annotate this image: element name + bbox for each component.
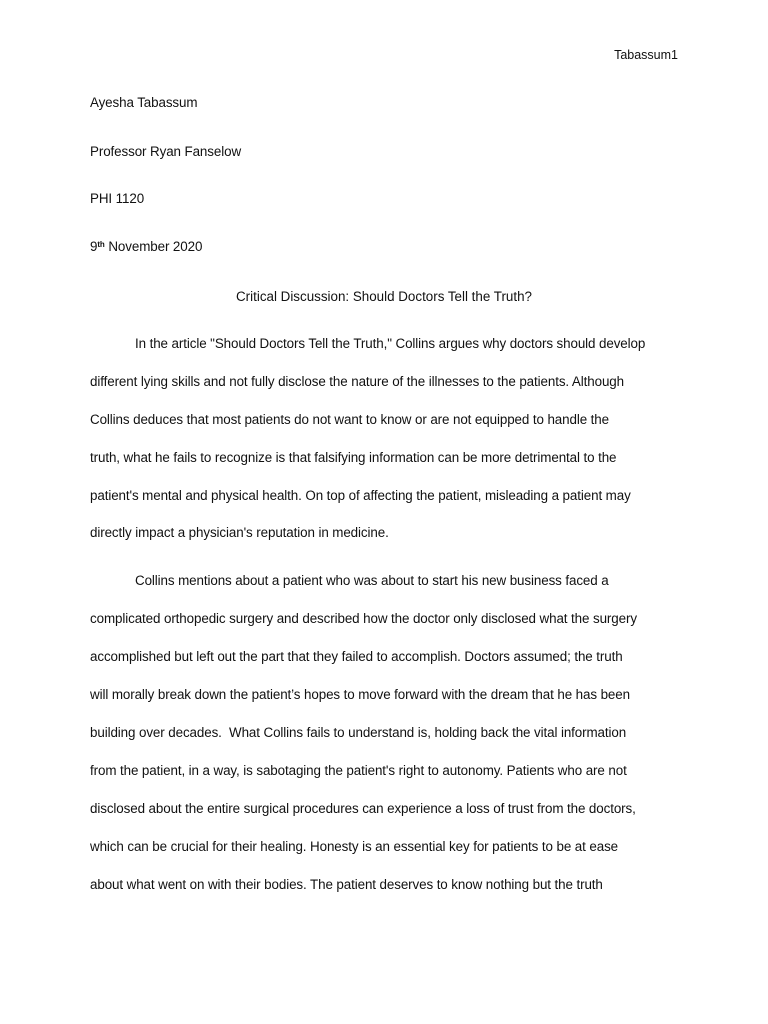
professor-name: Professor Ryan Fanselow xyxy=(90,144,242,159)
paragraph-1-line-5: patient's mental and physical health. On top of affecting the patient, misleading a patient may xyxy=(90,488,631,503)
paragraph-2-line-9: about what went on with their bodies. The patient deserves to know nothing but the truth xyxy=(90,877,603,892)
essay-title: Critical Discussion: Should Doctors Tell the Truth? xyxy=(236,289,532,304)
paragraph-2-line-1: Collins mentions about a patient who was about to start his new business faced a xyxy=(135,573,609,588)
course-code: PHI 1120 xyxy=(90,191,145,206)
date-day: 9 xyxy=(90,239,98,254)
paragraph-2-line-2: complicated orthopedic surgery and described how the doctor only disclosed what the surgery xyxy=(90,611,637,626)
paragraph-2-line-6: from the patient, in a way, is sabotaging the patient's right to autonomy. Patients who are not xyxy=(90,763,627,778)
paragraph-2-line-7: disclosed about the entire surgical procedures can experience a loss of trust from the doctors, xyxy=(90,801,636,816)
date-rest: November 2020 xyxy=(104,239,203,254)
author-name: Ayesha Tabassum xyxy=(90,95,198,110)
date-line xyxy=(90,238,202,256)
paragraph-2-line-3: accomplished but left out the part that they failed to accomplish. Doctors assumed; the truth xyxy=(90,649,623,664)
paragraph-1-line-1: In the article "Should Doctors Tell the Truth," Collins argues why doctors should develop xyxy=(135,336,646,351)
paragraph-2-line-5: building over decades. What Collins fails to understand is, holding back the vital information xyxy=(90,725,627,740)
paragraph-1-line-3: Collins deduces that most patients do not want to know or are not equipped to handle the xyxy=(90,412,609,427)
paragraph-2-line-8: which can be crucial for their healing. Honesty is an essential key for patients to be at ease xyxy=(90,839,619,854)
paragraph-1-line-4: truth, what he fails to recognize is that falsifying information can be more detrimental to the xyxy=(90,450,617,465)
running-head: Tabassum1 xyxy=(614,48,678,62)
paragraph-2-line-4: will morally break down the patient’s hopes to move forward with the dream that he has been xyxy=(90,687,630,702)
date-ordinal: th xyxy=(97,240,105,249)
paragraph-1-line-6: directly impact a physician's reputation in medicine. xyxy=(90,525,389,540)
paragraph-1-line-2: different lying skills and not fully disclose the nature of the illnesses to the patients. Although xyxy=(90,374,624,389)
